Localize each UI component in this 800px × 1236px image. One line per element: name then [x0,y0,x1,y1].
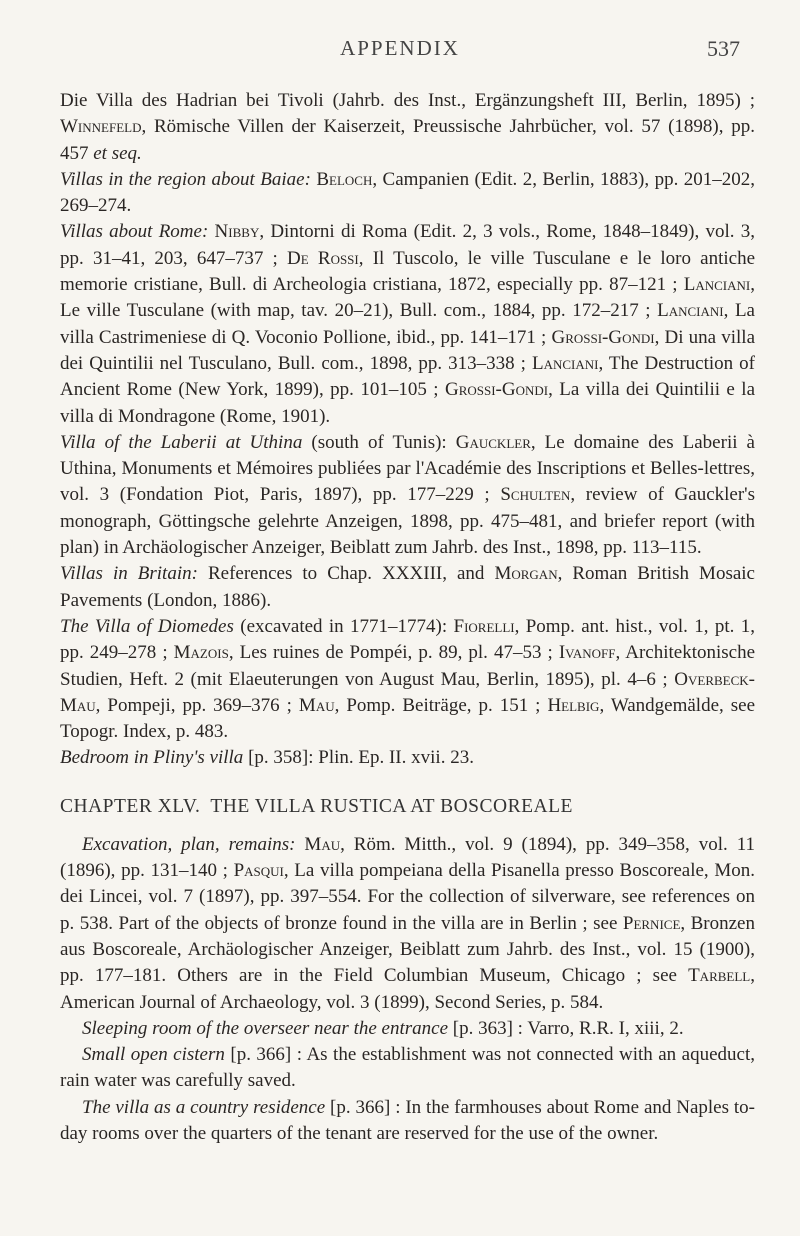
author-name: Schulten [500,484,571,506]
author-name: Mau [304,833,341,855]
author-name: Mau [298,694,335,716]
author-name: Overbeck-Mau [60,668,755,716]
entry-text: [p. 363] : Varro, R.R. I, xiii, 2. [448,1017,684,1039]
author-name: Lanciani [657,300,724,322]
entry-topic: Villas in the region about Baiae: [60,168,311,190]
entry-text: Die Villa des Hadrian bei Tivoli (Jahrb. des Inst., Ergänzungsheft III, Berlin, 1895) ; [60,90,755,111]
entry-text: , Pompeji, pp. 369–376 ; [95,694,299,716]
author-name: Pasqui [233,860,284,882]
entry-text: , Dintorni di Roma (Edit. 2, 3 vols., Rome, 1848–1849), vol. 3, pp. 31–41, 203, 647–737 ; [60,221,756,269]
entry-topic: Excavation, plan, remains: [82,833,296,855]
author-name: Pernice [622,912,681,934]
entry-text: (south of Tunis): [302,431,456,453]
entry-text: , American Journal of Archaeology, vol. 3 (1899), Second Series, p. 584. [60,965,755,1013]
author-name: De Rossi [287,247,359,269]
author-name: Lanciani [531,352,599,374]
chapter-heading [60,796,755,818]
bibliography-entry-uthina [60,430,755,561]
entry-topic: The Villa of Diomedes [60,615,234,637]
entry-topic: Villas about Rome: [60,221,209,243]
entry-text: (excavated in 1771–1774): [233,615,454,637]
bibliography-entry-cistern [60,1042,755,1095]
entry-text: , Il Tuscolo, le ville Tusculane e le loro antiche memorie cristiane, Bull. di Archeologia cristiana, 1872, especially pp. 87–121 ; [60,247,756,296]
bibliography-entry-sleeping-room [60,1016,755,1042]
entry-text: , La villa dei Quintilii e la villa di Mondragone (Rome, 1901). [60,379,756,427]
entry-text: , Wandgemälde, see Topogr. Index, p. 483. [60,694,756,743]
entry-italic: et seq. [93,142,142,164]
entry-text: , Pomp. ant. hist., vol. 1, pt. 1, pp. 249–278 ; [60,615,755,664]
bibliography-entry-country-residence [60,1095,755,1148]
page-body [60,88,755,1147]
bibliography-entry-baiae [60,167,755,220]
author-name: Grossi-Gondi [444,379,549,401]
entry-topic: The villa as a country residence [82,1096,326,1118]
entry-text: , Di una villa dei Quintilii nel Tusculano, Bull. com., 1898, pp. 313–338 ; [60,326,756,374]
entry-text: [p. 366] : In the farmhouses about Rome and Naples to-day rooms over the quarters of the tenant are reserved for the use of the owner. [60,1096,755,1144]
entry-topic: Small open cistern [82,1044,225,1066]
entry-text: , Bronzen aus Boscoreale, Archäologischer Anzeiger, Beiblatt zum Jahrb. des Inst., vol. 15 (1900), pp. 177–181. Others are in the Field Columbian Museum, Chicago ; see [60,912,755,987]
author-name: Beloch [316,168,373,190]
bibliography-entry-pliny-bedroom [60,745,755,771]
entry-text: , Campanien (Edit. 2, Berlin, 1883), pp. 201–202, 269–274. [60,168,756,217]
entry-text: , Römische Villen der Kaiserzeit, Preussische Jahrbücher, vol. 57 (1898), pp. 457 [60,116,755,164]
bibliography-entry-rome [60,219,755,429]
entry-topic: Bedroom in Pliny's villa [60,747,244,769]
bibliography-entry-britain [60,561,755,614]
entry-text: [p. 358]: Plin. Ep. II. xvii. 23. [243,747,474,769]
entry-text: [p. 366] : As the establishment was not connected with an aqueduct, rain water was carefully saved. [60,1044,755,1092]
author-name: Helbig [547,694,600,716]
entry-text: , review of Gauckler's monograph, Göttingsche gelehrte Anzeigen, 1898, pp. 475–481, and briefer report (with plan) in Archäologischer Anzeiger, Beiblatt zum Jahrb. des Inst., 1898, pp. 113–115. [60,484,755,559]
entry-text: , Roman British Mosaic Pavements (London, 1886). [60,563,755,611]
entry-text: , Architektonische Studien, Heft. 2 (mit Elaeuterungen von August Mau, Berlin, 1895), pl. 4–6 ; [60,642,756,690]
chapter-number: CHAPTER XLV. [60,795,201,817]
entry-text: , La villa Castrimeniese di Q. Voconio Pollione, ibid., pp. 141–171 ; [60,300,755,348]
chapter-title: THE VILLA RUSTICA AT BOSCOREALE [210,795,573,817]
entry-text: , Les ruines de Pompéi, p. 89, pl. 47–53 ; [228,642,559,664]
page-number: 537 [707,36,740,61]
author-name: Fiorelli [453,615,515,637]
entry-topic: Sleeping room of the overseer near the entrance [82,1017,449,1039]
bibliography-entry-diomedes [60,614,755,745]
running-head-title: APPENDIX [340,36,460,60]
entry-text: , Le ville Tusculane (with map, tav. 20–21), Bull. com., 1884, pp. 172–217 ; [60,274,755,322]
entry-text: , Röm. Mitth., vol. 9 (1894), pp. 349–358, vol. 11 (1896), pp. 131–140 ; [60,833,755,882]
bibliography-entry-hadrian-villa [60,88,755,167]
entry-text: , Le domaine des Laberii à Uthina, Monuments et Mémoires publiées par l'Académie des Inscriptions et Belles-lettres, vol. 3 (Fondation Piot, Paris, 1897), pp. 177–229 ; [60,431,755,506]
author-name: Winnefeld [60,116,142,138]
entry-topic: Villa of the Laberii at Uthina [60,431,303,453]
author-name: Nibby [214,221,260,243]
author-name: Mazois [173,642,229,664]
author-name: Morgan [494,563,558,585]
author-name: Ivanoff [558,642,616,664]
author-name: Grossi-Gondi [551,326,655,348]
author-name: Tarbell [688,965,751,987]
running-head [60,36,740,66]
entry-text: , Pomp. Beiträge, p. 151 ; [334,694,548,716]
author-name: Lanciani [683,274,751,296]
entry-topic: Villas in Britain: [60,563,198,585]
entry-text: , La villa pompeiana della Pisanella presso Boscoreale, Mon. dei Lincei, vol. 7 (1897), pp. 397–554. For the collection of silverware, see references on p. 538. Part of the objects of bronze found in the villa are in Berlin ; see [60,860,755,934]
entry-text: References to Chap. XXXIII, and [197,563,495,585]
bibliography-entry-excavation [60,832,755,1016]
entry-text: , The Destruction of Ancient Rome (New York, 1899), pp. 101–105 ; [60,352,755,401]
author-name: Gauckler [455,431,531,453]
